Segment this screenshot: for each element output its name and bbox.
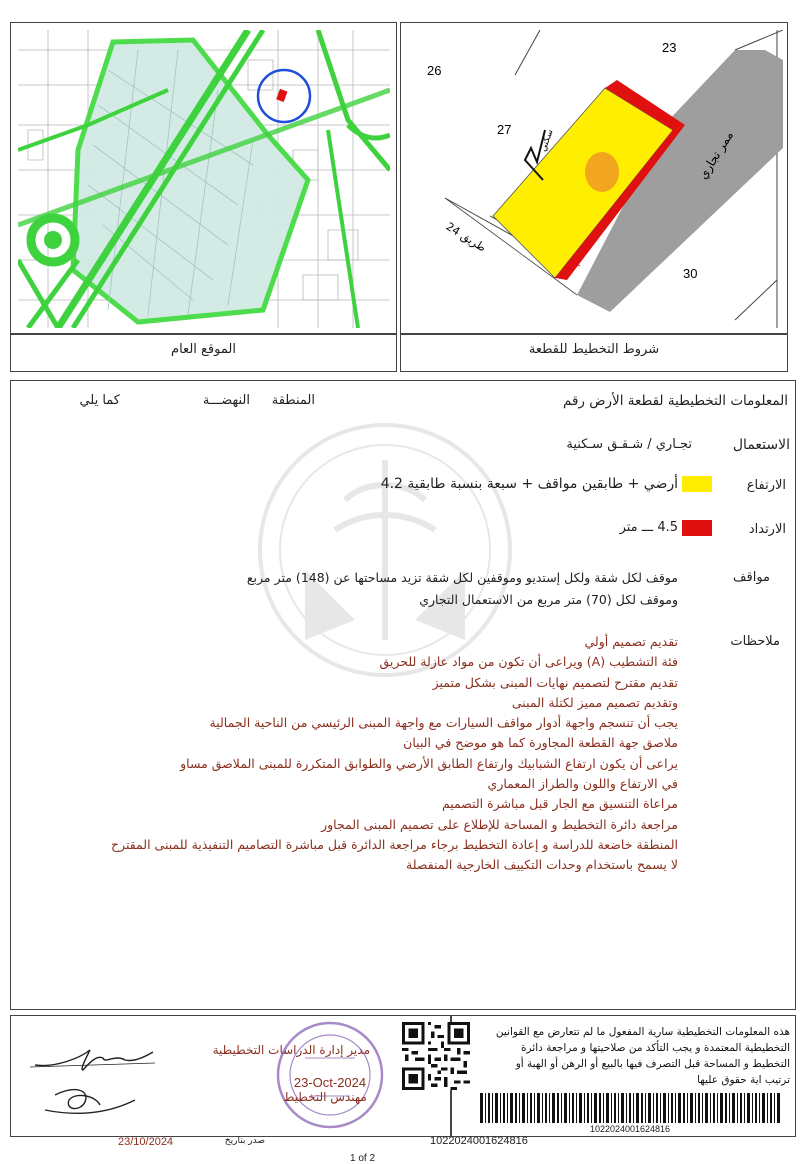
disclaimer-line: ترتيب اية حقوق عليها: [697, 1074, 790, 1086]
plot-number-27: 27: [497, 122, 512, 137]
disclaimer-line: التخطيطية المعتمدة و يجب التأكد من صلاحيتها و مراجعة دائرة: [521, 1042, 790, 1054]
usage-label: الاستعمال: [732, 437, 790, 453]
plot-sketch: [405, 30, 783, 328]
height-value: أرضي + طابقين مواقف + سبعة بنسبة طابقية 4.2: [380, 476, 678, 492]
notes-list: [18, 632, 678, 876]
signature: [25, 1040, 165, 1125]
note-item: لا يسمح باستخدام وحدات التكييف الخارجية المنفصلة: [406, 857, 678, 873]
barcode-bottom-number: 1022024001624816: [430, 1135, 528, 1147]
notes-label: ملاحظات: [730, 634, 780, 649]
note-item: مراجعة دائرة التخطيط و المساحة للإطلاع على تصميم المبنى المجاور: [321, 816, 678, 832]
residential-mark: سكني: [538, 128, 556, 154]
region-value: النهضـــة: [202, 393, 250, 408]
note-item: تقديم تصميم أولي: [584, 634, 678, 649]
issue-date: 23/10/2024: [118, 1136, 174, 1148]
setback-color-swatch: [682, 520, 712, 536]
stamp-date: 23-Oct-2024: [293, 1075, 367, 1090]
height-label: الارتفاع: [746, 478, 786, 493]
note-item: تقديم مقترح لتصميم نهايات المبنى بشكل متميز: [432, 674, 678, 690]
parking-label: مواقف: [733, 570, 770, 585]
qr-code: [402, 1022, 470, 1090]
issue-date-label: صدر بتاريخ: [224, 1136, 265, 1146]
region-label: المنطقة: [271, 393, 315, 408]
director-title: مدير إدارة الدراسات التخطيطية: [212, 1043, 370, 1057]
planning-info-title: المعلومات التخطيطية لقطعة الأرض رقم: [562, 393, 788, 409]
as-follows-label: كما يلي: [79, 393, 120, 408]
note-item: المنطقة خاضعة للدراسة و إعادة التخطيط برجاء مراجعة الدائرة قبل مباشرة التصاميم التنفيذية للمبنى المقترح: [111, 836, 678, 852]
note-item: وتقديم تصميم مميز لكتلة المبنى: [511, 694, 678, 710]
note-item: يجب أن تنسجم واجهة أدوار مواقف السيارات مع واجهة المبنى الرئيسي من الناحية الجمالية: [209, 715, 678, 731]
road-24-label: طريق 24: [443, 219, 489, 255]
note-item: مراعاة التنسيق مع الجار قبل مباشرة التصميم: [441, 796, 678, 812]
note-item: ملاصق جهة القطعة المجاورة كما هو موضح في البيان: [403, 735, 678, 751]
parking-line-2: وموقف لكل (70) متر مربع من الاستعمال التجاري: [419, 592, 678, 607]
general-location-caption: الموقع العام: [171, 342, 236, 357]
plot-conditions-caption: شروط التخطيط للقطعة: [528, 342, 660, 357]
barcode-number: 1022024001624816: [589, 1124, 671, 1134]
plot-number-30: 30: [683, 266, 698, 281]
setback-label: الارتداد: [748, 522, 786, 537]
note-item: في الارتفاع واللون والطراز المعماري: [487, 776, 678, 792]
plot-number-26: 26: [427, 63, 442, 78]
note-item: فئة التشطيب (A) ويراعى أن تكون من مواد عازلة للحريق: [379, 654, 678, 670]
plot-number-23: 23: [662, 40, 677, 55]
barcode: [480, 1093, 780, 1123]
disclaimer-line: هذه المعلومات التخطيطية سارية المفعول ما لم تتعارض مع القوانين: [495, 1026, 790, 1038]
disclaimer-line: التخطيط و المساحة قبل التصرف فيها بالبيع أو الرهن أو الهبة أو: [515, 1058, 790, 1070]
setback-value: 4.5 ـــ متر: [619, 520, 678, 535]
building-footprint: [585, 152, 619, 192]
parking-line-1: موقف لكل شقة ولكل إستديو وموقفين لكل شقة تزيد مساحتها عن (148) متر مربع: [246, 570, 678, 585]
page-indicator: 1 of 2: [350, 1153, 376, 1164]
general-location-map: [18, 30, 390, 328]
note-item: يراعى أن يكون ارتفاع الشبابيك وارتفاع الطابق الأرضي والطوابق المتكررة للمبنى الملاصق مساو: [180, 755, 678, 771]
disclaimer: [455, 1024, 790, 1088]
engineer-title: مهندس التخطيط: [283, 1090, 367, 1104]
usage-value: تجـاري / شـقـق سـكنية: [566, 437, 692, 452]
commercial-passage-label: ممر تجاري: [695, 128, 737, 182]
height-color-swatch: [682, 476, 712, 492]
